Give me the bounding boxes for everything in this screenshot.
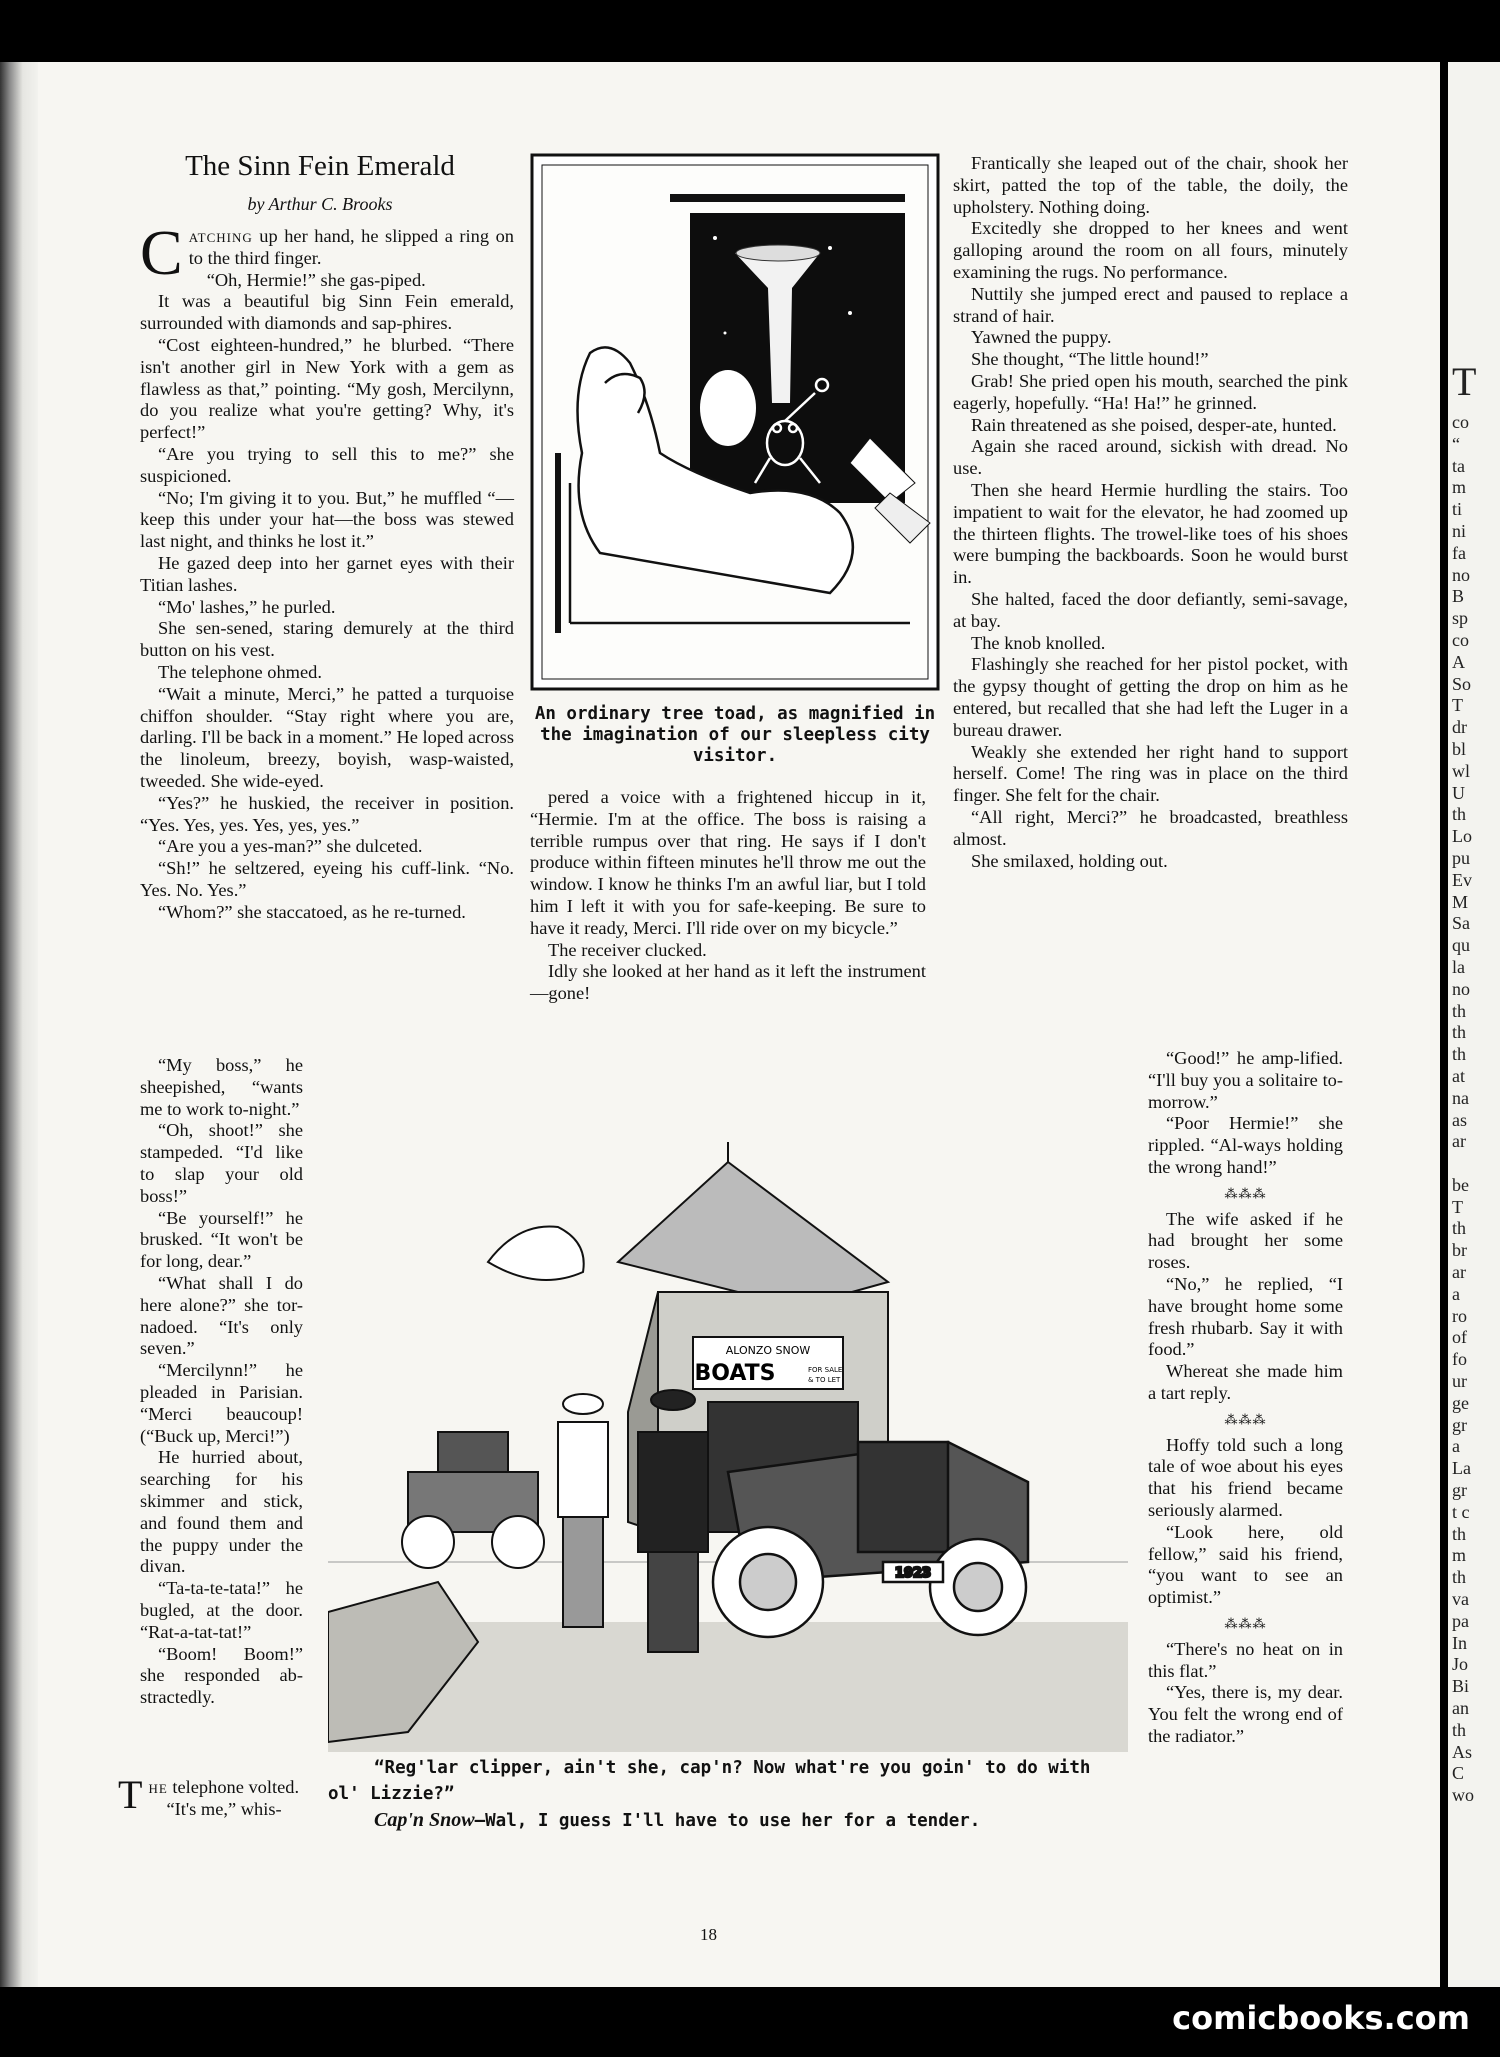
story-paragraph: “Are you a yes-man?” she dulceted. (158, 836, 423, 857)
separator-stars: ⁂⁂⁂ (1224, 1411, 1267, 1427)
story-paragraph: It was a beautiful big Sinn Fein emerald, surrounded with diamonds and sap-phires. (140, 291, 514, 334)
story-title: The Sinn Fein Emerald (185, 150, 455, 182)
adjacent-page-fragment: U (1452, 782, 1465, 803)
story-paragraph: She smilaxed, holding out. (971, 850, 1168, 871)
story-paragraph: “Be yourself!” he brusked. “It won't be for long, dear.” (140, 1207, 303, 1272)
adjacent-page-fragment: ro (1452, 1305, 1467, 1326)
adjacent-page-edge (1448, 62, 1500, 1987)
joke-paragraph: “Yes, there is, my dear. You felt the wrong end of the radiator.” (1148, 1682, 1343, 1746)
joke-paragraph: “There's no heat on in this flat.” (1148, 1638, 1343, 1681)
sign-top: ALONZO SNOW (725, 1344, 811, 1357)
story-paragraph: “Mo' lashes,” he purled. (158, 596, 336, 617)
adjacent-page-fragment: “ (1452, 433, 1460, 454)
adjacent-page-fragment (1448, 1153, 1500, 1175)
story-paragraph: The telephone ohmed. (158, 661, 322, 682)
joke-paragraph: Whereat she made him a tart reply. (1148, 1361, 1343, 1403)
man-in-pith-helmet (558, 1394, 608, 1627)
toad-caption: An ordinary tree toad, as magnified in the imagination of our sleepless city visitor. (534, 704, 936, 766)
adjacent-page-fragment: A (1452, 651, 1465, 672)
boat-caption-line1: “Reg'lar clipper, ain't she, cap'n? Now what're you goin' to do with ol' Lizzie?” (328, 1758, 1091, 1804)
adjacent-page-fragment: C (1452, 1763, 1465, 1784)
sign-side2: & TO LET (808, 1376, 841, 1384)
adjacent-page-fragment: Bi (1452, 1676, 1470, 1697)
story-byline: by Arthur C. Brooks (247, 194, 393, 214)
moon (700, 370, 756, 446)
adjacent-page-fragment: a (1452, 1436, 1460, 1457)
adjacent-page-fragment: th (1452, 1044, 1467, 1065)
story-paragraph: “Are you trying to sell this to me?” she suspicioned. (140, 443, 514, 486)
adjacent-page-fragment: a (1452, 1283, 1460, 1304)
story-paragraph: She sen-sened, staring demurely at the third button on his vest. (140, 618, 514, 661)
joke-paragraph: “Look here, old fellow,” said his friend, “you want to see an optimist.” (1148, 1521, 1343, 1608)
adjacent-page-fragment: gr (1452, 1480, 1467, 1501)
adjacent-page-fragment: an (1452, 1698, 1469, 1719)
adjacent-page-fragment: ta (1452, 455, 1465, 476)
adjacent-page-fragment: no (1452, 564, 1470, 585)
adjacent-page-fragment: th (1452, 1218, 1467, 1239)
joke-paragraph: “No,” he replied, “I have brought home some fresh rhubarb. Say it with food.” (1148, 1273, 1343, 1360)
adjacent-page-fragment: fo (1452, 1349, 1467, 1370)
tree-toad-illustration (530, 153, 940, 691)
adjacent-page-fragment: ar (1452, 1262, 1466, 1283)
caption-speaker: Cap'n Snow (374, 1809, 475, 1831)
story-paragraph: Excitedly she dropped to her knees and went galloping around the room on all fours, minutely examining the rugs. No performance. (953, 218, 1348, 282)
adjacent-page-fragment: th (1452, 1000, 1467, 1021)
story-paragraph: “My boss,” he sheepished, “wants me to work to-night.” (140, 1055, 303, 1119)
story-paragraph: Yawned the puppy. (971, 327, 1112, 348)
story-paragraph: “Boom! Boom!” she responded ab-stractedly. (140, 1643, 303, 1708)
page-number: 18 (700, 1925, 717, 1944)
adjacent-page-fragment: be (1452, 1174, 1469, 1195)
story-paragraph: “No; I'm giving it to you. But,” he muffled “—keep this under your hat—the boss was stewed last night, and thinks he lost it.” (140, 487, 514, 552)
story-paragraph: “Whom?” she staccatoed, as he re-turned. (158, 901, 466, 922)
story-paragraph: She thought, “The little hound!” (971, 349, 1209, 370)
adjacent-page-fragment: m (1452, 1545, 1467, 1566)
story-column-3 (953, 153, 1348, 872)
story-paragraph: Weakly she extended her right hand to support herself. Come! The ring was in place on the third finger. She felt for the chair. (953, 741, 1348, 806)
story-paragraph: Again she raced around, sickish with dread. No use. (953, 436, 1348, 479)
adjacent-page-fragment: ge (1452, 1392, 1469, 1413)
adjacent-page-fragment: th (1452, 1022, 1467, 1043)
separator-stars: ⁂⁂⁂ (1224, 1615, 1267, 1631)
boat-caption-line2: —Wal, I guess I'll have to use her for a tender. (474, 1811, 981, 1831)
adjacent-page-fragment: br (1452, 1240, 1467, 1261)
boat-shop-illustration (328, 1142, 1128, 1752)
adjacent-page-fragment: Sa (1452, 913, 1470, 934)
adjacent-page-fragment: ti (1452, 499, 1463, 520)
story-paragraph: The receiver clucked. (548, 939, 707, 960)
adjacent-page-fragment: th (1452, 1523, 1467, 1544)
adjacent-page-fragment: Ev (1452, 869, 1472, 890)
drop-cap: C (140, 217, 183, 288)
adjacent-page-fragment: at (1452, 1065, 1465, 1086)
story-column-1 (140, 217, 514, 924)
adjacent-page-fragment: sp (1452, 608, 1469, 629)
adjacent-page-fragment: th (1452, 1567, 1467, 1588)
adjacent-page-fragment: m (1452, 477, 1467, 498)
book-spine (0, 62, 38, 1987)
story-paragraph: “Wait a minute, Merci,” he patted a turquoise chiffon shoulder. “Stay right where you are, darling. I'll be back in a moment.” He loped across the linoleum, breezy, boyish, wasp-waisted, tweeded. She wide-eyed. (140, 683, 514, 791)
sign-main: BOATS (694, 1361, 776, 1386)
watermark: comicbooks.com (1172, 1999, 1470, 2037)
adjacent-page-fragment: pa (1452, 1610, 1469, 1631)
story-column-1-narrow (140, 1055, 303, 1709)
adjacent-page-fragment: In (1452, 1632, 1467, 1653)
whisper-paragraph: “It's me,” whis- (166, 1798, 282, 1819)
adjacent-page-fragment: no (1452, 978, 1470, 999)
adjacent-page-fragment: th (1452, 1719, 1467, 1740)
joke-paragraph: Hoffy told such a long tale of woe about his eyes that his friend became seriously alarmed. (1148, 1434, 1343, 1520)
adjacent-page-fragment: T (1452, 695, 1463, 716)
adjacent-page-fragment: ni (1452, 520, 1467, 541)
story-paragraph: He hurried about, searching for his skimmer and stick, and found them and the puppy under the divan. (140, 1447, 303, 1577)
adjacent-page-fragment: La (1452, 1458, 1471, 1479)
boat-sign (693, 1337, 843, 1389)
story-paragraph: Idly she looked at her hand as it left the instrument—gone! (530, 961, 926, 1004)
he-word: he (148, 1777, 168, 1797)
story-paragraph: pered a voice with a frightened hiccup in it, “Hermie. I'm at the office. The boss is raising a terrible rumpus over that ring. He says if I don't produce within fifteen minutes he'll throw me out the window. I know he thinks I'm an awful liar, but I told him I left it with you for safe-keeping. Be sure to have it ready, Merci. I'll ride over on my bicycle.” (530, 787, 926, 938)
adjacent-page-fragment: fa (1452, 542, 1466, 563)
adjacent-page-fragment: B (1452, 586, 1465, 607)
story-paragraph: “Yes?” he huskied, the receiver in position. “Yes. Yes, yes. Yes, yes, yes.” (140, 792, 514, 835)
adjacent-page-fragment: M (1452, 891, 1469, 912)
story-paragraph: She halted, faced the door defiantly, semi-savage, at bay. (953, 588, 1348, 631)
adjacent-page-fragment: pu (1452, 847, 1470, 868)
story-column-2 (530, 787, 926, 1005)
adjacent-page-fragment: na (1452, 1087, 1469, 1108)
adjacent-page-fragment: t c (1452, 1501, 1470, 1522)
story-paragraph: “Cost eighteen-hundred,” he blurbed. “There isn't another girl in New York with a gem as flawless as that,” pointing. “My gosh, Mercilynn, do you realize what you're getting? Why, it's perfect!” (140, 334, 514, 443)
opening-text: up her hand, he slipped a ring on to the third finger. (188, 226, 514, 268)
story-paragraph: Rain threatened as she poised, desper-ate, hunted. (971, 414, 1337, 435)
story-paragraph: Then she heard Hermie hurdling the stairs. Too impatient to wait for the elevator, he had zoomed up the thirteen flights. The trowel-like toes of his shoes were bumping the backboards. Soon he would burst in. (953, 479, 1348, 588)
story-paragraph: “What shall I do here alone?” she tor-nadoed. “It's only seven.” (140, 1272, 303, 1359)
story-paragraph: “Good!” he amp-lified. “I'll buy you a solitaire to-morrow.” (1148, 1048, 1343, 1112)
story-paragraph: He gazed deep into her garnet eyes with their Titian lashes. (140, 552, 514, 595)
joke-paragraph: The wife asked if he had brought her some roses. (1148, 1208, 1343, 1273)
story-paragraph: The knob knolled. (971, 632, 1106, 653)
adjacent-page-fragment: ar (1452, 1131, 1466, 1152)
sign-side1: FOR SALE (808, 1366, 843, 1374)
license-plate: 1923 (894, 1566, 932, 1581)
story-paragraph: “Poor Hermie!” she rippled. “Al-ways holding the wrong hand!” (1148, 1113, 1343, 1177)
adjacent-page-fragment: T (1452, 1196, 1463, 1217)
adjacent-page-fragment: va (1452, 1589, 1469, 1610)
separator-stars: ⁂⁂⁂ (1224, 1185, 1267, 1201)
story-paragraph: Flashingly she reached for her pistol pocket, with the gypsy thought of getting the drop on him as he entered, but recalled that she had left the Luger in a bureau drawer. (953, 654, 1348, 740)
story-paragraph: “Mercilynn!” he pleaded in Parisian. “Merci beaucoup! (“Buck up, Merci!”) (140, 1360, 303, 1446)
opening-word: atching (188, 226, 253, 246)
boat-caption (328, 1755, 1128, 1834)
adjacent-page-fragment: co (1452, 629, 1469, 650)
story-paragraph: Grab! She pried open his mouth, searched the pink eagerly, hopefully. “Ha! Ha!” he grinned. (953, 370, 1348, 413)
story-paragraph: Nuttily she jumped erect and paused to replace a strand of hair. (953, 283, 1348, 326)
adjacent-page-fragment: T (1452, 359, 1477, 404)
adjacent-page-fragment: th (1452, 804, 1467, 825)
story-column-1-end (118, 1772, 303, 1821)
adjacent-page-fragment: as (1452, 1109, 1467, 1130)
adjacent-page-fragment: Jo (1452, 1654, 1469, 1675)
adjacent-page-fragment: la (1452, 956, 1465, 977)
story-paragraph: “Ta-ta-te-tata!” he bugled, at the door. “Rat-a-tat-tat!” (140, 1578, 303, 1642)
story-paragraph: “All right, Merci?” he broadcasted, breathless almost. (953, 806, 1348, 849)
adjacent-page-fragment: ur (1452, 1371, 1467, 1392)
telephone-text: telephone volted. (172, 1777, 300, 1797)
story-paragraph: Frantically she leaped out of the chair, shook her skirt, patted the top of the table, the doily, the upholstery. Nothing doing. (953, 153, 1348, 217)
adjacent-page-fragment: dr (1452, 717, 1467, 738)
adjacent-page-fragment: qu (1452, 935, 1470, 956)
jokes-column (1148, 1048, 1343, 1748)
adjacent-page-fragment: Lo (1452, 826, 1472, 847)
drop-cap-t: T (118, 1772, 143, 1817)
adjacent-page-fragment: bl (1452, 738, 1467, 759)
story-paragraph: “Oh, shoot!” she stampeded. “I'd like to slap your old boss!” (140, 1120, 303, 1206)
story-paragraph: “Oh, Hermie!” she gas-piped. (206, 269, 426, 290)
adjacent-page-fragment: gr (1452, 1414, 1467, 1435)
story-paragraph: “Sh!” he seltzered, eyeing his cuff-link. “No. Yes. No. Yes.” (140, 858, 514, 900)
adjacent-page-fragment: wo (1452, 1785, 1474, 1806)
adjacent-page-fragment: As (1452, 1741, 1473, 1762)
adjacent-page-fragment: of (1452, 1327, 1467, 1348)
adjacent-page-fragment: wl (1452, 760, 1470, 781)
adjacent-page-fragment: So (1452, 673, 1472, 694)
adjacent-page-fragment: co (1452, 412, 1469, 432)
